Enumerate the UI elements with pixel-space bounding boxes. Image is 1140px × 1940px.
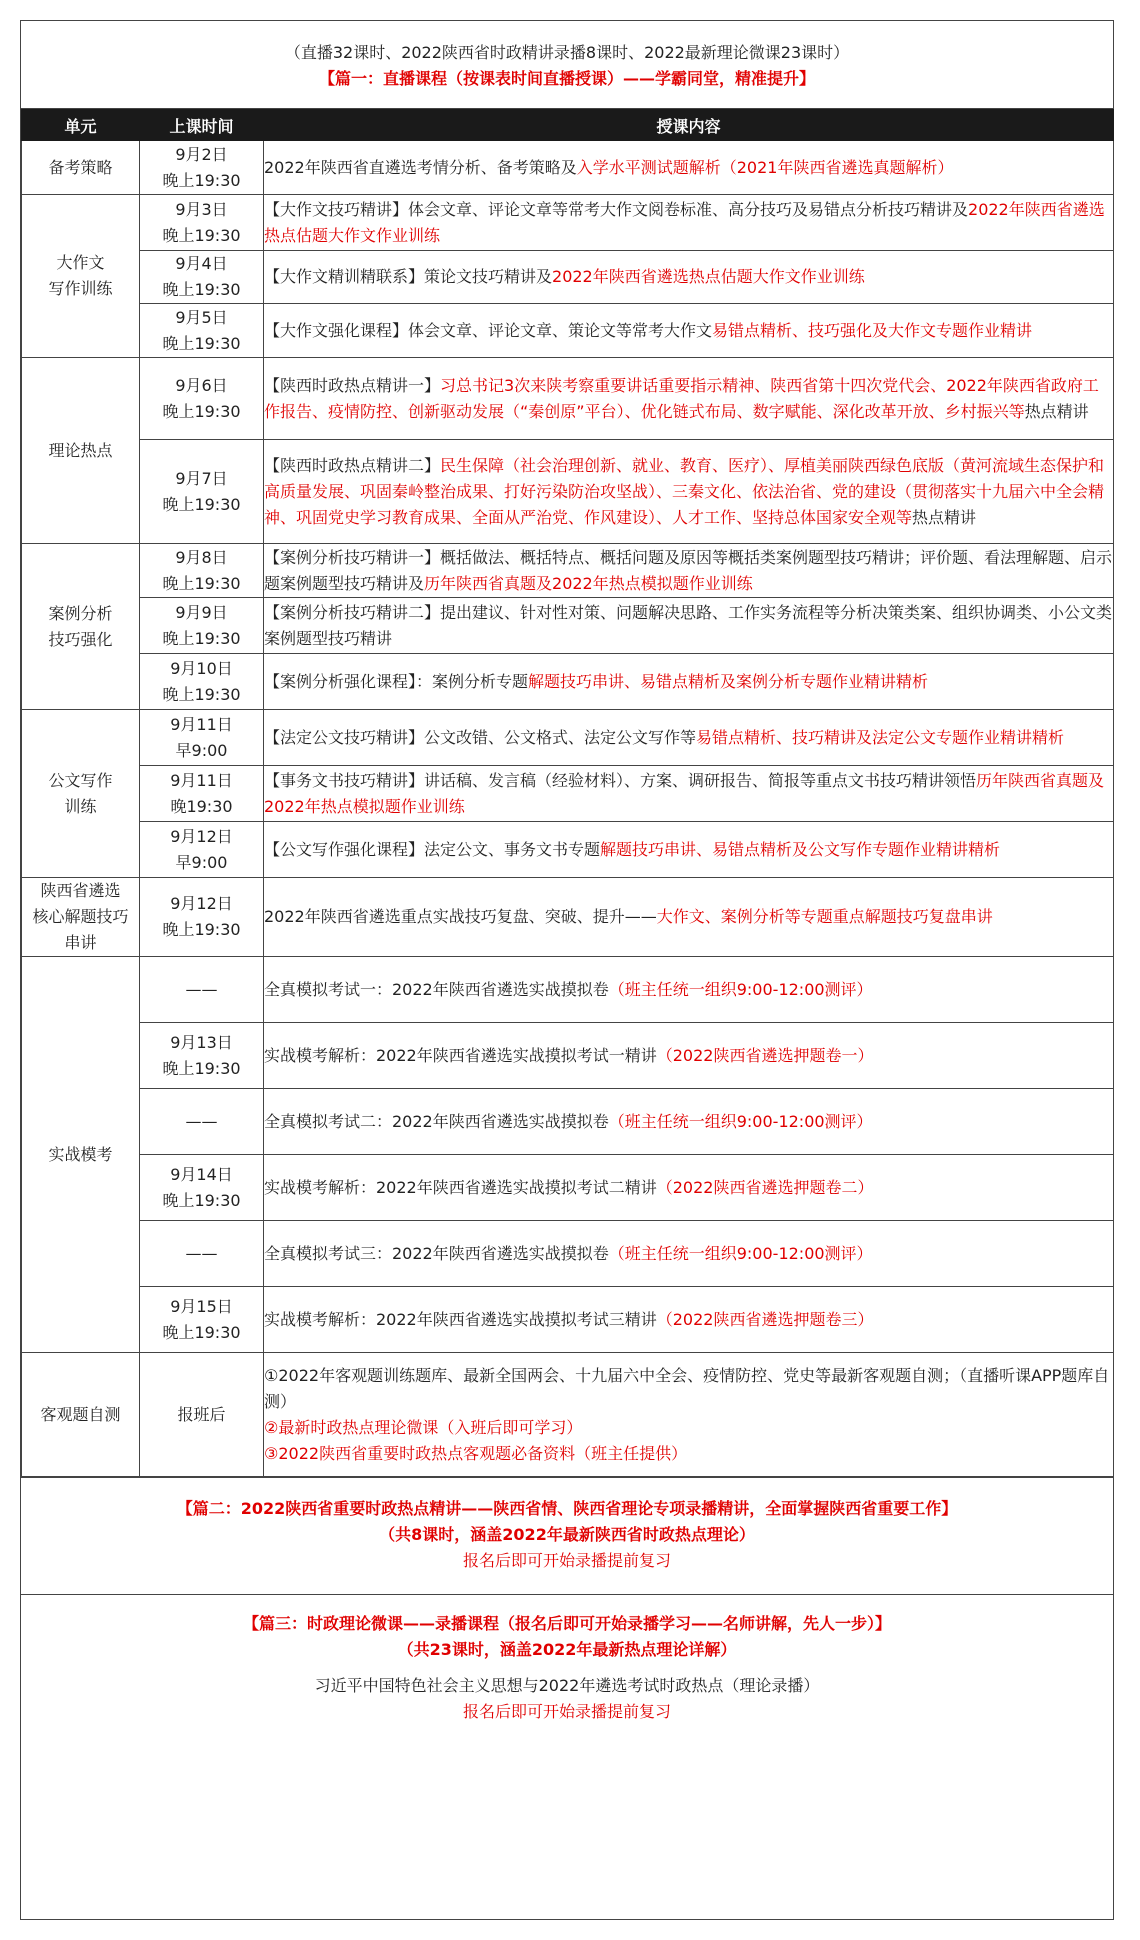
class-date: 9月3日 bbox=[175, 199, 228, 219]
time-cell bbox=[140, 1353, 264, 1477]
class-time: 晚上19:30 bbox=[162, 1190, 241, 1210]
content-cell bbox=[264, 766, 1114, 822]
content-text: 【事务文书技巧精讲】讲话稿、发言稿（经验材料）、方案、调研报告、简报等重点文书技巧精讲领悟 bbox=[264, 770, 977, 790]
content-text: 2022年陕西省遴选重点实战技巧复盘、突破、提升—— bbox=[264, 907, 657, 926]
class-time-placeholder: —— bbox=[185, 979, 218, 999]
class-time: 晚上19:30 bbox=[162, 494, 241, 514]
time-cell bbox=[140, 822, 264, 878]
table-row bbox=[22, 766, 1114, 822]
class-date: 9月7日 bbox=[175, 468, 228, 488]
table-row bbox=[22, 957, 1114, 1023]
content-text: 实战模考解析：2022年陕西省遴选实战摸拟考试三精讲 bbox=[264, 1309, 657, 1329]
table-row bbox=[22, 1089, 1114, 1155]
part-two-section bbox=[21, 1477, 1113, 1595]
content-text: 【公文写作强化课程】法定公文、事务文书专题 bbox=[264, 839, 601, 859]
time-cell bbox=[140, 710, 264, 766]
content-cell bbox=[264, 1089, 1114, 1155]
unit-label: 理论热点 bbox=[48, 440, 113, 460]
time-cell bbox=[140, 544, 264, 598]
class-time: 早9:00 bbox=[175, 852, 228, 872]
unit-cell bbox=[22, 544, 140, 710]
content-text: 实战模考解析：2022年陕西省遴选实战摸拟考试二精讲 bbox=[264, 1177, 657, 1197]
part-one-title: 【篇一：直播课程（按课表时间直播授课）——学霸同堂，精准提升】 bbox=[318, 69, 815, 88]
table-row bbox=[22, 1023, 1114, 1089]
unit-label: 核心解题技巧 bbox=[32, 907, 129, 926]
table-row bbox=[22, 304, 1114, 358]
class-time: 晚上19:30 bbox=[162, 920, 241, 939]
class-date: 9月12日 bbox=[170, 826, 233, 846]
content-text: ①2022年客观题训练题库、最新全国两会、十九届六中全会、疫情防控、党史等最新客观题自测；（直播听课APP题库自测） bbox=[264, 1365, 1110, 1411]
content-highlight: （2022陕西省遴选押题卷一） bbox=[656, 1045, 874, 1065]
time-cell bbox=[140, 766, 264, 822]
table-row bbox=[22, 598, 1114, 654]
time-cell bbox=[140, 251, 264, 304]
unit-cell bbox=[22, 1353, 140, 1477]
table-row bbox=[22, 654, 1114, 710]
class-date: 9月14日 bbox=[170, 1164, 233, 1184]
table-header-row bbox=[22, 110, 1114, 141]
class-time-placeholder: —— bbox=[185, 1243, 218, 1263]
content-cell bbox=[264, 195, 1114, 251]
content-highlight: 入学水平测试题解析（2021年陕西省遴选真题解析） bbox=[576, 157, 954, 177]
table-row bbox=[22, 141, 1114, 195]
content-text: 实战模考解析：2022年陕西省遴选实战摸拟考试一精讲 bbox=[264, 1045, 657, 1065]
content-text: 全真模拟考试二：2022年陕西省遴选实战摸拟卷 bbox=[264, 1111, 609, 1131]
content-highlight: 历年陕西省真题及2022年热点模拟题作业训练 bbox=[264, 770, 1105, 816]
class-time: 晚上19:30 bbox=[162, 1322, 241, 1342]
time-cell bbox=[140, 598, 264, 654]
content-text: 【大作文精训精联系】策论文技巧精讲及 bbox=[264, 267, 553, 286]
table-row bbox=[22, 251, 1114, 304]
content-text: 【陕西时政热点精讲一】 bbox=[264, 375, 441, 395]
content-highlight: ②最新时政热点理论微课（入班后即可学习） bbox=[264, 1417, 583, 1437]
time-cell bbox=[140, 358, 264, 440]
content-cell bbox=[264, 654, 1114, 710]
unit-label: 实战模考 bbox=[48, 1144, 113, 1164]
part-three-section bbox=[21, 1595, 1113, 1725]
content-text: 全真模拟考试三：2022年陕西省遴选实战摸拟卷 bbox=[264, 1243, 609, 1263]
content-highlight: 解题技巧串讲、易错点精析及公文写作专题作业精讲精析 bbox=[600, 839, 1001, 859]
content-highlight: （班主任统一组织9:00-12:00测评） bbox=[608, 979, 873, 999]
time-cell bbox=[140, 1221, 264, 1287]
content-text: 【陕西时政热点精讲二】 bbox=[264, 455, 441, 475]
content-cell bbox=[264, 141, 1114, 195]
part-three-title: 【篇三：时政理论微课——录播课程（报名后即可开始录播学习——名师讲解，先人一步）】 bbox=[242, 1614, 891, 1633]
content-text: 【法定公文技巧精讲】公文改错、公文格式、法定公文写作等 bbox=[264, 727, 697, 747]
unit-cell bbox=[22, 710, 140, 878]
class-time: 晚上19:30 bbox=[162, 401, 241, 421]
table-row bbox=[22, 544, 1114, 598]
class-date: 9月13日 bbox=[170, 1032, 233, 1052]
content-cell bbox=[264, 1155, 1114, 1221]
column-header-unit: 单元 bbox=[22, 110, 140, 141]
content-cell bbox=[264, 251, 1114, 304]
table-row bbox=[22, 1155, 1114, 1221]
unit-label: 串讲 bbox=[64, 933, 97, 952]
class-time: 晚上19:30 bbox=[162, 684, 241, 704]
content-text: 热点精讲 bbox=[1024, 401, 1089, 421]
class-time: 晚19:30 bbox=[170, 796, 233, 816]
class-time: 晚上19:30 bbox=[162, 1058, 241, 1078]
unit-label: 客观题自测 bbox=[40, 1404, 121, 1424]
column-header-time: 上课时间 bbox=[140, 110, 264, 141]
content-highlight: 习总书记3次来陕考察重要讲话重要指示精神、陕西省第十四次党代会、2022年陕西省政府工作报告、疫情防控、创新驱动发展（“秦创原”平台）、优化链式布局、数字赋能、深化改革开放、乡村振兴等 bbox=[264, 375, 1099, 421]
content-highlight: （2022陕西省遴选押题卷三） bbox=[656, 1309, 874, 1329]
class-date: 9月10日 bbox=[170, 658, 233, 678]
unit-cell bbox=[22, 141, 140, 195]
content-cell bbox=[264, 1023, 1114, 1089]
time-cell bbox=[140, 957, 264, 1023]
unit-label: 公文写作 bbox=[48, 770, 113, 790]
class-date: 9月12日 bbox=[170, 894, 233, 913]
class-date: 9月4日 bbox=[175, 254, 228, 273]
table-row bbox=[22, 1287, 1114, 1353]
class-date: 9月5日 bbox=[175, 307, 228, 327]
unit-label: 备考策略 bbox=[48, 157, 113, 177]
class-time: 报班后 bbox=[177, 1404, 226, 1424]
unit-cell bbox=[22, 957, 140, 1353]
table-row bbox=[22, 1353, 1114, 1477]
class-time: 晚上19:30 bbox=[162, 170, 241, 190]
class-time: 晚上19:30 bbox=[162, 280, 241, 299]
class-time: 晚上19:30 bbox=[162, 573, 241, 593]
part-three-note: 报名后即可开始录播提前复习 bbox=[462, 1702, 671, 1721]
unit-cell bbox=[22, 195, 140, 358]
content-cell bbox=[264, 358, 1114, 440]
time-cell bbox=[140, 440, 264, 544]
content-highlight: 2022年陕西省遴选热点估题大作文作业训练 bbox=[552, 267, 865, 286]
content-highlight: 易错点精析、技巧精讲及法定公文专题作业精讲精析 bbox=[696, 727, 1065, 747]
content-highlight: 历年陕西省真题及2022年热点模拟题作业训练 bbox=[424, 573, 753, 593]
class-time: 晚上19:30 bbox=[162, 628, 241, 648]
schedule-table bbox=[21, 109, 1114, 1477]
content-highlight: （班主任统一组织9:00-12:00测评） bbox=[608, 1111, 873, 1131]
part-three-description: 习近平中国特色社会主义思想与2022年遴选考试时政热点（理论录播） bbox=[314, 1676, 820, 1695]
content-text: 【案例分析强化课程】：案例分析专题 bbox=[264, 671, 529, 691]
time-cell bbox=[140, 654, 264, 710]
content-cell bbox=[264, 1221, 1114, 1287]
unit-cell bbox=[22, 358, 140, 544]
content-text: 2022年陕西省直遴选考情分析、备考策略及 bbox=[264, 157, 577, 177]
table-row bbox=[22, 710, 1114, 766]
time-cell bbox=[140, 1089, 264, 1155]
part-two-title: 【篇二：2022陕西省重要时政热点精讲——陕西省情、陕西省理论专项录播精讲，全面掌握陕西省重要工作】 bbox=[176, 1499, 958, 1518]
sheet-header bbox=[21, 21, 1113, 109]
content-cell bbox=[264, 1287, 1114, 1353]
time-cell bbox=[140, 304, 264, 358]
content-highlight: ③2022陕西省重要时政热点客观题必备资料（班主任提供） bbox=[264, 1443, 688, 1463]
content-highlight: 2022年陕西省遴选热点估题大作文作业训练 bbox=[264, 199, 1105, 245]
unit-cell bbox=[22, 878, 140, 957]
time-cell bbox=[140, 195, 264, 251]
column-header-content: 授课内容 bbox=[264, 110, 1114, 141]
unit-label: 案例分析 bbox=[48, 603, 113, 623]
class-date: 9月8日 bbox=[175, 547, 228, 567]
table-row bbox=[22, 440, 1114, 544]
content-text: 【案例分析技巧精讲二】提出建议、针对性对策、问题解决思路、工作实务流程等分析决策类案、组织协调类、小公文类案例题型技巧精讲 bbox=[264, 602, 1113, 648]
unit-label: 陕西省遴选 bbox=[40, 881, 121, 900]
time-cell bbox=[140, 1023, 264, 1089]
content-text: 【大作文技巧精讲】体会文章、评论文章等常考大作文阅卷标准、高分技巧及易错点分析技巧精讲及 bbox=[264, 199, 969, 219]
content-cell bbox=[264, 544, 1114, 598]
table-row bbox=[22, 358, 1114, 440]
class-date: 9月15日 bbox=[170, 1296, 233, 1316]
content-text: 热点精讲 bbox=[912, 507, 977, 527]
content-highlight: （2022陕西省遴选押题卷二） bbox=[656, 1177, 874, 1197]
content-cell bbox=[264, 304, 1114, 358]
content-cell bbox=[264, 822, 1114, 878]
unit-label: 训练 bbox=[64, 796, 97, 816]
class-time: 晚上19:30 bbox=[162, 333, 241, 353]
unit-label: 大作文 bbox=[56, 253, 105, 272]
time-cell bbox=[140, 1287, 264, 1353]
content-highlight: 民生保障（社会治理创新、就业、教育、医疗）、厚植美丽陕西绿色底版（黄河流域生态保护和高质量发展、巩固秦岭整治成果、打好污染防治攻坚战）、三秦文化、依法治省、党的建设（贯彻落实十九届六中全会精神、巩固党史学习教育成果、全面从严治党、作风建设）、人才工作、坚持总体国家安全观等 bbox=[264, 455, 1105, 527]
table-row bbox=[22, 195, 1114, 251]
content-cell bbox=[264, 1353, 1114, 1477]
time-cell bbox=[140, 141, 264, 195]
content-text: 【大作文强化课程】体会文章、评论文章、策论文等常考大作文 bbox=[264, 320, 713, 340]
content-cell bbox=[264, 440, 1114, 544]
content-highlight: 解题技巧串讲、易错点精析及案例分析专题作业精讲精析 bbox=[528, 671, 929, 691]
content-text: 【案例分析技巧精讲一】概括做法、概括特点、概括问题及原因等概括类案例题型技巧精讲；评价题、看法理解题、启示题案例题型技巧精讲及 bbox=[264, 547, 1113, 593]
content-cell bbox=[264, 598, 1114, 654]
table-row bbox=[22, 822, 1114, 878]
class-date: 9月11日 bbox=[170, 770, 233, 790]
course-hours-summary: （直播32课时、2022陕西省时政精讲录播8课时、2022最新理论微课23课时） bbox=[284, 43, 850, 62]
class-time: 早9:00 bbox=[175, 740, 228, 760]
class-time-placeholder: —— bbox=[185, 1111, 218, 1131]
part-two-note: 报名后即可开始录播提前复习 bbox=[462, 1551, 671, 1570]
content-highlight: （班主任统一组织9:00-12:00测评） bbox=[608, 1243, 873, 1263]
unit-label: 写作训练 bbox=[48, 279, 113, 298]
table-row bbox=[22, 878, 1114, 957]
part-three-subtitle: （共23课时，涵盖2022年最新热点理论详解） bbox=[397, 1640, 737, 1659]
table-row bbox=[22, 1221, 1114, 1287]
content-cell bbox=[264, 710, 1114, 766]
content-highlight: 易错点精析、技巧强化及大作文专题作业精讲 bbox=[712, 320, 1033, 340]
class-date: 9月11日 bbox=[170, 714, 233, 734]
content-cell bbox=[264, 957, 1114, 1023]
time-cell bbox=[140, 1155, 264, 1221]
content-cell bbox=[264, 878, 1114, 957]
time-cell bbox=[140, 878, 264, 957]
content-highlight: 大作文、案例分析等专题重点解题技巧复盘串讲 bbox=[656, 907, 993, 926]
class-date: 9月6日 bbox=[175, 375, 228, 395]
class-time: 晚上19:30 bbox=[162, 225, 241, 245]
content-text: 全真模拟考试一：2022年陕西省遴选实战摸拟卷 bbox=[264, 979, 609, 999]
class-date: 9月2日 bbox=[175, 144, 228, 164]
schedule-sheet bbox=[20, 20, 1114, 1920]
part-two-subtitle: （共8课时，涵盖2022年最新陕西省时政热点理论） bbox=[379, 1525, 755, 1544]
class-date: 9月9日 bbox=[175, 602, 228, 622]
unit-label: 技巧强化 bbox=[48, 629, 113, 649]
